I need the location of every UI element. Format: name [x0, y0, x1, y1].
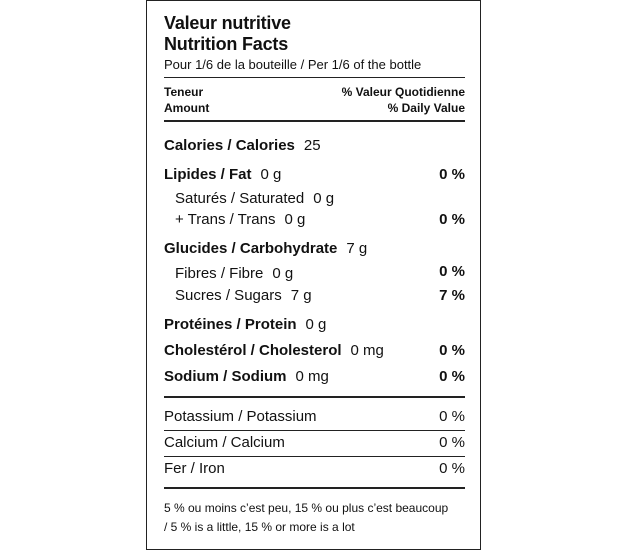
protein-value: 0 g [305, 316, 327, 333]
daily-value-header-english: % Daily Value [387, 101, 465, 115]
divider [164, 456, 465, 457]
calcium-label: Calcium / Calcium [164, 434, 285, 451]
saturated-label: Saturés / Saturated [175, 190, 305, 207]
amount-header-french: Teneur [164, 85, 204, 99]
thick-divider [164, 487, 465, 489]
sugars-label: Sucres / Sugars [175, 287, 282, 304]
calcium-daily-value: 0 % [439, 434, 465, 451]
cholesterol-row [164, 343, 384, 358]
cholesterol-label: Cholestérol / Cholesterol [164, 342, 342, 359]
fat-daily-value: 0 % [439, 166, 465, 183]
divider [164, 77, 465, 78]
sodium-row [164, 369, 329, 384]
title-french: Valeur nutritive [164, 13, 291, 33]
trans-label: + Trans / Trans [175, 211, 276, 228]
sodium-value: 0 mg [295, 368, 329, 385]
trans-row [175, 212, 305, 227]
sugars-value: 7 g [290, 287, 312, 304]
amount-header-english: Amount [164, 101, 210, 115]
cholesterol-value: 0 mg [350, 342, 384, 359]
fat-row [164, 167, 281, 182]
iron-label: Fer / Iron [164, 460, 225, 477]
calories-row [164, 138, 321, 153]
fat-label: Lipides / Fat [164, 166, 252, 183]
protein-label: Protéines / Protein [164, 316, 297, 333]
footnote-english: / 5 % is a little, 15 % or more is a lot [164, 520, 355, 534]
sugars-daily-value: 7 % [439, 287, 465, 304]
fibre-label: Fibres / Fibre [175, 265, 264, 282]
daily-value-header-french: % Valeur Quotidienne [341, 85, 465, 99]
cholesterol-daily-value: 0 % [439, 342, 465, 359]
trans-value: 0 g [284, 211, 306, 228]
carbohydrate-row [164, 241, 367, 256]
sugars-row [175, 288, 312, 303]
sodium-label: Sodium / Sodium [164, 368, 287, 385]
saturated-value: 0 g [313, 190, 335, 207]
fibre-row [175, 266, 293, 281]
potassium-daily-value: 0 % [439, 408, 465, 425]
potassium-label: Potassium / Potassium [164, 408, 317, 425]
carbohydrate-value: 7 g [346, 240, 368, 257]
trans-daily-value: 0 % [439, 211, 465, 228]
protein-row [164, 317, 326, 332]
saturated-row [175, 191, 334, 206]
iron-daily-value: 0 % [439, 460, 465, 477]
calories-value: 25 [303, 137, 321, 154]
serving-size: Pour 1/6 de la bouteille / Per 1/6 of the bottle [164, 57, 422, 72]
calories-label: Calories / Calories [164, 137, 295, 154]
carbohydrate-label: Glucides / Carbohydrate [164, 240, 338, 257]
title-english: Nutrition Facts [164, 34, 289, 54]
fat-value: 0 g [260, 166, 282, 183]
sodium-daily-value: 0 % [439, 368, 465, 385]
thick-divider [164, 396, 465, 398]
fibre-value: 0 g [272, 265, 294, 282]
divider [164, 430, 465, 431]
footnote-french: 5 % ou moins c’est peu, 15 % ou plus c’est beaucoup [164, 501, 449, 515]
fibre-daily-value: 0 % [439, 263, 465, 280]
thick-divider [164, 120, 465, 122]
